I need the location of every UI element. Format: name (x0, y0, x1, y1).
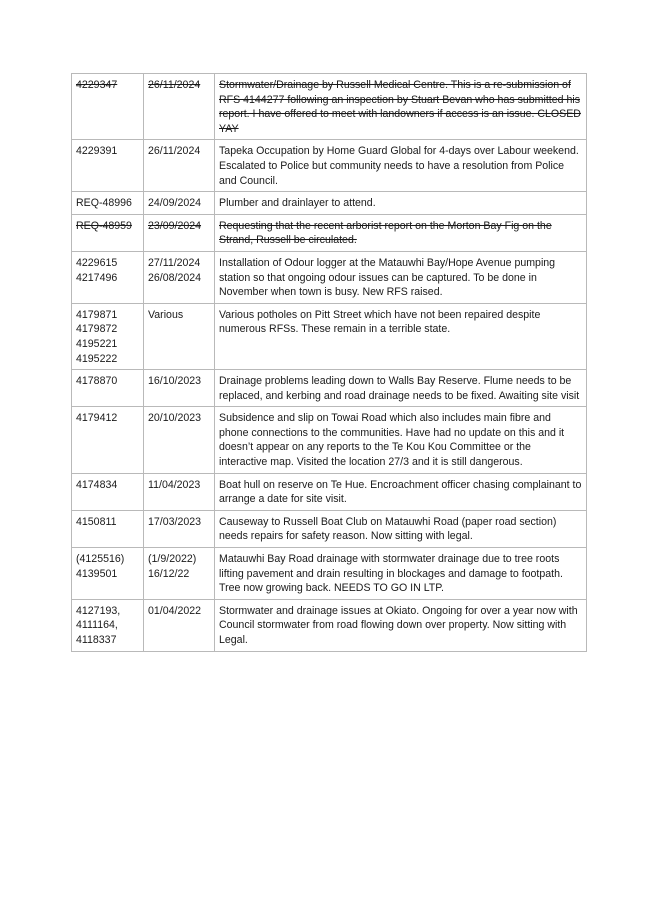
date-text: 16/10/2023 (148, 375, 202, 388)
date-cell (144, 303, 215, 369)
table-row (72, 599, 587, 651)
date-cell (144, 510, 215, 547)
ref-cell (72, 140, 144, 192)
date-cell (144, 407, 215, 473)
description-cell (215, 473, 587, 510)
date-cell (144, 370, 215, 407)
ref-number: 4150811 (76, 515, 117, 528)
date-text: 26/11/2024 (148, 79, 201, 91)
ref-cell (72, 192, 144, 215)
description-text: Stormwater/Drainage by Russell Medical Centre. This is a re-submission of RFS 4144277 following an inspection by Stuart Bevan who has submitted his report. I have offered to meet with landowners if access is an issue. CLOSED YAY (219, 79, 581, 135)
ref-number: 4127193, 4111164, 4118337 (76, 604, 121, 646)
description-cell (215, 140, 587, 192)
ref-number: 4174834 (76, 478, 118, 491)
description-cell (215, 192, 587, 215)
table-row (72, 74, 587, 140)
description-cell (215, 599, 587, 651)
date-text: 11/04/2023 (148, 478, 201, 491)
ref-cell (72, 370, 144, 407)
description-text: Drainage problems leading down to Walls Bay Reserve. Flume needs to be replaced, and kerbing and road drainage needs to be fixed. Awaiting site visit (219, 375, 580, 402)
date-cell (144, 599, 215, 651)
ref-number: (4125516) 4139501 (76, 553, 125, 580)
description-text: Tapeka Occupation by Home Guard Global for 4-days over Labour weekend. Escalated to Police but community needs to have a resolution from Police and Council. (219, 145, 579, 187)
table-row (72, 251, 587, 303)
description-cell (215, 74, 587, 140)
date-cell (144, 192, 215, 215)
table-row (72, 370, 587, 407)
date-text: 01/04/2022 (148, 604, 202, 617)
ref-cell (72, 548, 144, 600)
table-row (72, 303, 587, 369)
description-cell (215, 214, 587, 251)
date-cell (144, 140, 215, 192)
ref-number: REQ-48959 (76, 219, 132, 232)
description-text: Causeway to Russell Boat Club on Matauwhi Road (paper road section) needs repairs for safety reason. Now sitting with legal. (219, 515, 557, 543)
date-cell (144, 473, 215, 510)
date-text: 23/09/2024 (148, 219, 202, 232)
issues-table (71, 73, 587, 652)
ref-cell (72, 214, 144, 251)
date-text: 17/03/2023 (148, 515, 202, 528)
ref-number: REQ-48996 (76, 197, 132, 210)
table-row (72, 407, 587, 473)
description-text: Matauwhi Bay Road drainage with stormwater drainage due to tree roots lifting pavement and drain resulting in blockages and damage to footpath. Tree now growing back. NEEDS TO GO IN LTP. (219, 553, 563, 595)
date-text: 24/09/2024 (148, 197, 202, 210)
description-cell (215, 548, 587, 600)
date-text: Various (148, 308, 184, 321)
table-row (72, 140, 587, 192)
table-row (72, 473, 587, 510)
description-text: Requesting that the recent arborist report on the Morton Bay Fig on the Strand, Russell be circulated. (219, 219, 552, 247)
ref-cell (72, 74, 144, 140)
table-row (72, 214, 587, 251)
description-text: Stormwater and drainage issues at Okiato. Ongoing for over a year now with Council stormwater from road flowing down over property. Now sitting with Legal. (219, 604, 578, 646)
description-text: Various potholes on Pitt Street which have not been repaired despite numerous RFSs. These remain in a terrible state. (219, 308, 541, 336)
date-text: 27/11/2024 26/08/2024 (148, 256, 202, 284)
ref-number: 4229347 (76, 79, 118, 91)
description-text: Plumber and drainlayer to attend. (219, 197, 376, 210)
ref-cell (72, 407, 144, 473)
ref-number: 4229615 4217496 (76, 256, 118, 284)
description-cell (215, 303, 587, 369)
date-cell (144, 214, 215, 251)
table-row (72, 192, 587, 215)
date-cell (144, 251, 215, 303)
ref-cell (72, 599, 144, 651)
description-cell (215, 370, 587, 407)
date-cell (144, 548, 215, 600)
ref-cell (72, 510, 144, 547)
date-text: (1/9/2022) 16/12/22 (148, 553, 197, 580)
ref-number: 4178870 (76, 375, 118, 388)
description-text: Installation of Odour logger at the Matauwhi Bay/Hope Avenue pumping station so that ongoing odour issues can be captured. To be done in November when town is busy. New RFS raised. (219, 256, 556, 299)
ref-cell (72, 303, 144, 369)
ref-cell (72, 251, 144, 303)
ref-number: 4179871 4179872 4195221 4195222 (76, 308, 118, 365)
description-text: Boat hull on reserve on Te Hue. Encroachment officer chasing complainant to arrange a date for site visit. (219, 478, 582, 506)
ref-cell (72, 473, 144, 510)
date-text: 26/11/2024 (148, 145, 201, 158)
ref-number: 4179412 (76, 412, 118, 425)
table-row (72, 548, 587, 600)
description-text: Subsidence and slip on Towai Road which also includes main fibre and phone connections to the communities. Have had no update on this and it doesn’t appear on any reports to the Te Kou Kou Committee or the interactive map. Visited the location 27/3 and it is still dangerous. (219, 412, 565, 469)
description-cell (215, 510, 587, 547)
description-cell (215, 407, 587, 473)
ref-number: 4229391 (76, 145, 118, 158)
description-cell (215, 251, 587, 303)
date-cell (144, 74, 215, 140)
date-text: 20/10/2023 (148, 412, 202, 425)
table-row (72, 510, 587, 547)
